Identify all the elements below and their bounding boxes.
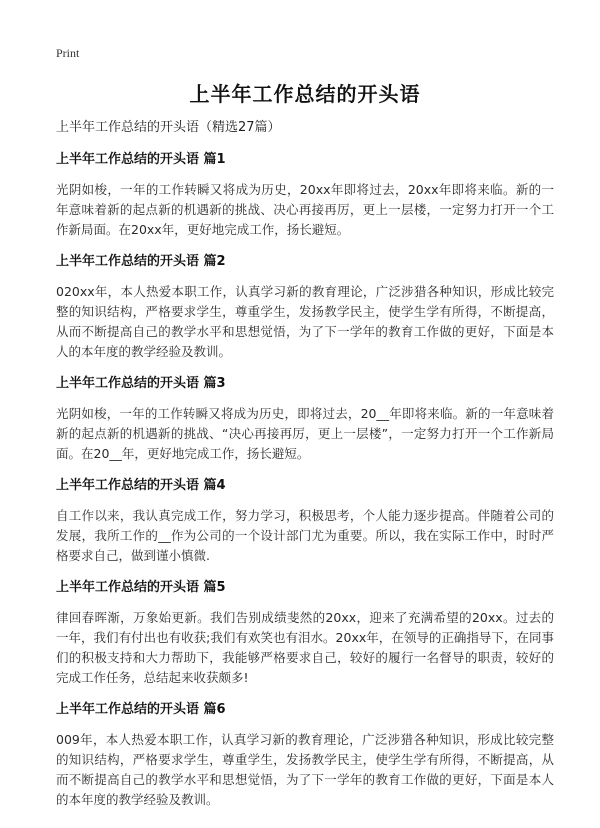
document-subtitle: 上半年工作总结的开头语（精选27篇） <box>56 120 281 135</box>
section-heading: 上半年工作总结的开头语 篇3 <box>56 376 226 391</box>
section-heading: 上半年工作总结的开头语 篇2 <box>56 254 226 269</box>
section-body: 光阴如梭，一年的工作转瞬又将成为历史，即将过去，20__年即将来临。新的一年意味着新的起点新的机遇新的挑战、“决心再接再厉，更上一层楼”，一定努力打开一个工作新局面。在20__年，更好地完成工作，扬长避短。 <box>56 406 554 461</box>
section-heading: 上半年工作总结的开头语 篇4 <box>56 478 226 493</box>
section-body: 律回春晖渐，万象始更新。我们告别成绩斐然的20xx，迎来了充满希望的20xx。过去的一年，我们有付出也有收获;我们有欢笑也有泪水。20xx年，在领导的正确指导下，在同事们的积极支持和大力帮助下，我能够严格要求自己，较好的履行一名督导的职责，较好的完成工作任务，总结起来收获颇多! <box>56 610 554 685</box>
section-2 <box>56 252 554 362</box>
section-body: 光阴如梭，一年的工作转瞬又将成为历史，20xx年即将过去，20xx年即将来临。新的一年意味着新的起点新的机遇新的挑战、决心再接再厉，更上一层楼，一定努力打开一个工作新局面。在20xx年，更好地完成工作，扬长避短。 <box>56 182 554 237</box>
section-6 <box>56 700 554 810</box>
section-heading: 上半年工作总结的开头语 篇6 <box>56 702 226 717</box>
section-4 <box>56 476 554 566</box>
section-body: 020xx年，本人热爱本职工作，认真学习新的教育理论，广泛涉猎各种知识，形成比较完整的知识结构，严格要求学生，尊重学生，发扬教学民主，使学生学有所得，不断提高，从而不断提高自己的教学水平和思想觉悟，为了下一学年的教育工作做的更好，下面是本人的本年度的教学经验及教训。 <box>56 284 554 359</box>
section-3 <box>56 374 554 464</box>
section-body: 自工作以来，我认真完成工作，努力学习，积极思考，个人能力逐步提高。伴随着公司的发展，我所工作的__作为公司的一个设计部门尤为重要。所以，我在实际工作中，时时严格要求自己，做到谨小慎微. <box>56 508 554 563</box>
print-label[interactable]: Print <box>56 46 80 60</box>
section-body: 009年，本人热爱本职工作，认真学习新的教育理论，广泛涉猎各种知识，形成比较完整的知识结构，严格要求学生，尊重学生，发扬教学民主，使学生学有所得，不断提高，从而不断提高自己的教学水平和思想觉悟，为了下一学年的教育工作做的更好，下面是本人的本年度的教学经验及教训。 <box>56 732 554 807</box>
document-title: 上半年工作总结的开头语 <box>189 82 421 106</box>
section-5 <box>56 578 554 688</box>
section-heading: 上半年工作总结的开头语 篇1 <box>56 152 226 167</box>
section-heading: 上半年工作总结的开头语 篇5 <box>56 580 226 595</box>
section-1 <box>56 150 554 240</box>
